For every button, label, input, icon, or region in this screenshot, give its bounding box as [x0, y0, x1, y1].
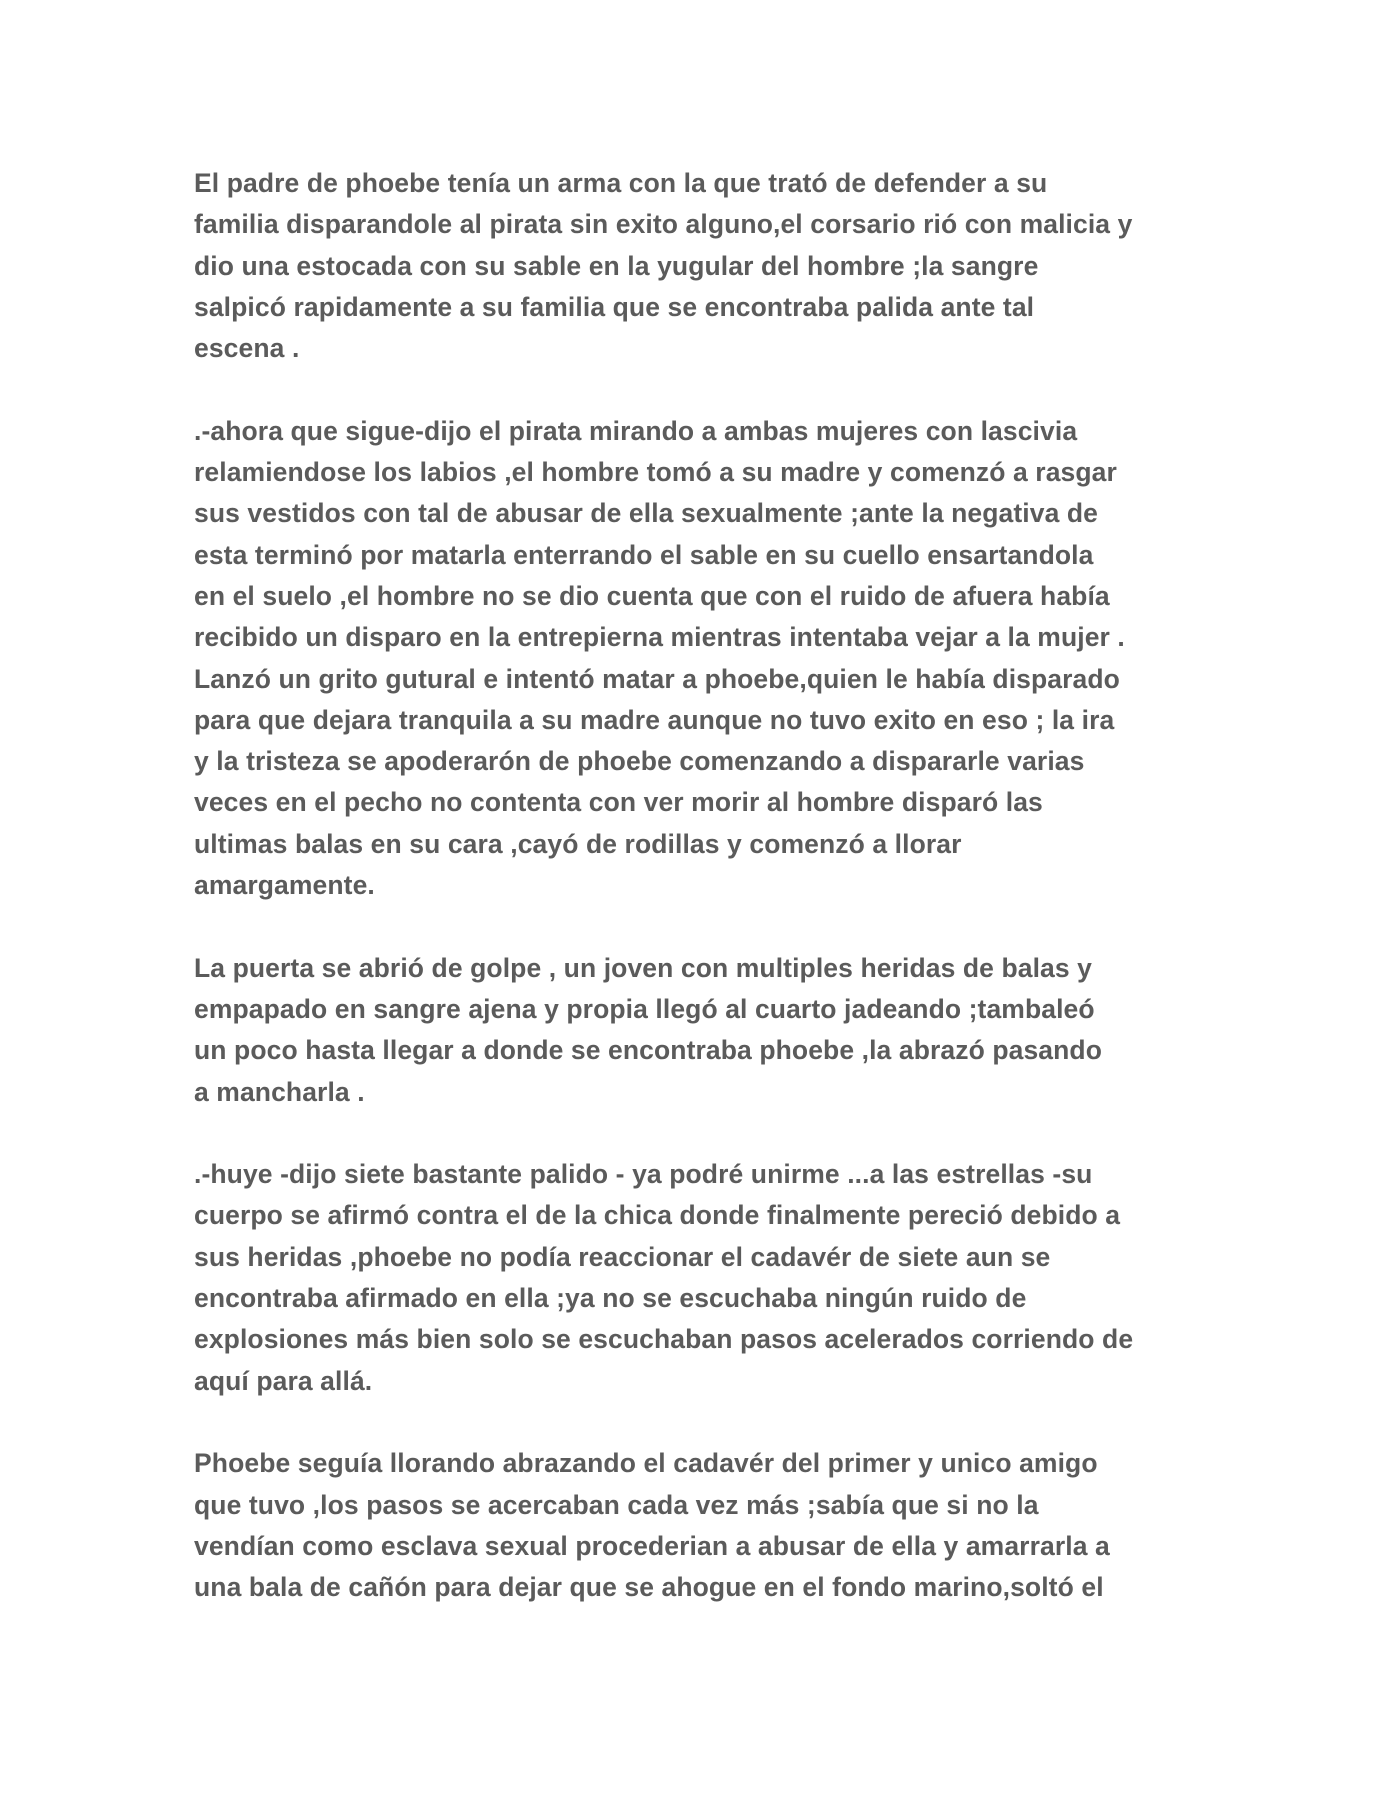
- text-line: amargamente.: [194, 870, 375, 901]
- text-line: ultimas balas en su cara ,cayó de rodillas y comenzó a llorar: [194, 828, 962, 859]
- text-line: esta terminó por matarla enterrando el sable en su cuello ensartandola: [194, 539, 1094, 570]
- text-line: escena .: [194, 333, 300, 364]
- paragraph-2: [194, 411, 1234, 907]
- document-body: [194, 163, 1234, 1650]
- text-line: para que dejara tranquila a su madre aunque no tuvo exito en eso ; la ira: [194, 704, 1115, 735]
- text-line: cuerpo se afirmó contra el de la chica donde finalmente pereció debido a: [194, 1200, 1121, 1231]
- text-line: un poco hasta llegar a donde se encontraba phoebe ,la abrazó pasando: [194, 1035, 1102, 1066]
- text-line: aquí para allá.: [194, 1365, 373, 1396]
- text-line: en el suelo ,el hombre no se dio cuenta que con el ruido de afuera había: [194, 580, 1110, 611]
- text-line: Lanzó un grito gutural e intentó matar a phoebe,quien le había disparado: [194, 663, 1120, 694]
- text-line: y la tristeza se apoderarón de phoebe comenzando a dispararle varias: [194, 746, 1085, 777]
- text-line: sus heridas ,phoebe no podía reaccionar el cadavér de siete aun se: [194, 1241, 1051, 1272]
- text-line: a mancharla .: [194, 1076, 365, 1107]
- text-line: recibido un disparo en la entrepierna mientras intentaba vejar a la mujer .: [194, 622, 1125, 653]
- text-line: El padre de phoebe tenía un arma con la que trató de defender a su: [194, 168, 1048, 198]
- text-line: Phoebe seguía llorando abrazando el cadavér del primer y unico amigo: [194, 1448, 1098, 1479]
- text-line: .-ahora que sigue-dijo el pirata mirando a ambas mujeres con lascivia: [194, 415, 1078, 446]
- paragraph-1: [194, 163, 1234, 369]
- text-line: que tuvo ,los pasos se acercaban cada vez más ;sabía que si no la: [194, 1489, 1039, 1520]
- paragraph-3: [194, 948, 1234, 1113]
- text-line: salpicó rapidamente a su familia que se encontraba palida ante tal: [194, 291, 1035, 322]
- text-line: sus vestidos con tal de abusar de ella sexualmente ;ante la negativa de: [194, 498, 1099, 529]
- paragraph-5: [194, 1443, 1234, 1608]
- paragraph-4: [194, 1154, 1234, 1402]
- text-line: encontraba afirmado en ella ;ya no se escuchaba ningún ruido de: [194, 1283, 1027, 1314]
- text-line: familia disparandole al pirata sin exito alguno,el corsario rió con malicia y: [194, 209, 1133, 240]
- text-line: dio una estocada con su sable en la yugular del hombre ;la sangre: [194, 250, 1039, 281]
- text-line: explosiones más bien solo se escuchaban pasos acelerados corriendo de: [194, 1324, 1134, 1355]
- text-line: una bala de cañón para dejar que se ahogue en el fondo marino,soltó el: [194, 1572, 1104, 1603]
- text-line: .-huye -dijo siete bastante palido - ya podré unirme ...a las estrellas -su: [194, 1159, 1093, 1190]
- text-line: relamiendose los labios ,el hombre tomó a su madre y comenzó a rasgar: [194, 457, 1117, 488]
- text-line: vendían como esclava sexual procederian a abusar de ella y amarrarla a: [194, 1530, 1110, 1561]
- text-line: empapado en sangre ajena y propia llegó al cuarto jadeando ;tambaleó: [194, 993, 1095, 1024]
- text-line: La puerta se abrió de golpe , un joven con multiples heridas de balas y: [194, 952, 1093, 983]
- text-line: veces en el pecho no contenta con ver morir al hombre disparó las: [194, 787, 1043, 818]
